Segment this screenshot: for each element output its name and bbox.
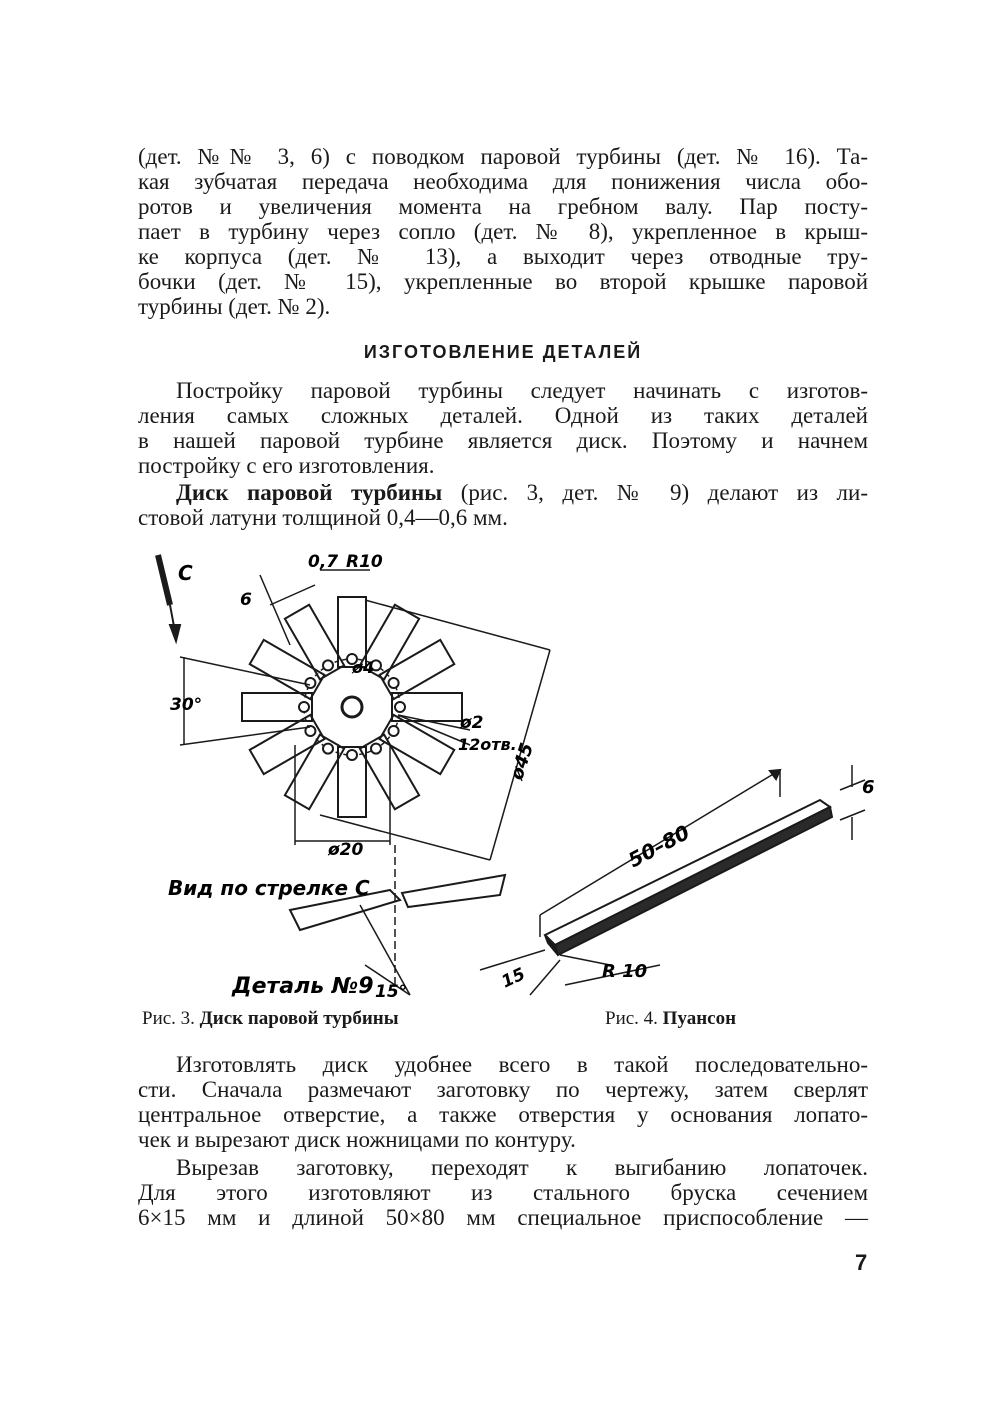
text-line: Вырезав заготовку, переходят к выгибанию лопаточек. (176, 1155, 868, 1180)
label-dim-phi4: ø4 (352, 658, 375, 677)
paragraph-intro (138, 144, 868, 319)
caption-prefix: Рис. 3. (142, 1008, 195, 1029)
view-c-blade (290, 845, 505, 995)
label-arrow-c: С (178, 561, 193, 585)
figure4-caption (605, 1008, 736, 1030)
arrow-c-head (170, 625, 180, 641)
text-line: кая зубчатая передача необходима для понижения числа обо- (138, 169, 868, 194)
text-line: бочки (дет. № 15), укрепленные во второй крышке паровой (138, 269, 868, 294)
paragraph-start (138, 378, 868, 478)
label-dim-phi45: ø45 (506, 740, 538, 783)
text-line: чек и вырезают диск ножницами по контуру. (138, 1127, 576, 1152)
text-line (138, 480, 868, 505)
text-line: постройку с его изготовления. (138, 453, 435, 478)
caption-text: Диск паровой турбины (199, 1008, 399, 1029)
text-line: в нашей паровой турбине является диск. Поэтому и начнем (138, 428, 868, 453)
text-line: Постройку паровой турбины следует начинать с изготов- (176, 378, 868, 403)
label-dim-50-80: 50–80 (624, 820, 694, 873)
text-line: ротов и увеличения момента на гребном валу. Пар посту- (138, 194, 868, 219)
page-number: 7 (855, 1250, 868, 1275)
label-dim-15: 15 (498, 964, 529, 993)
section-heading: ИЗГОТОВЛЕНИЕ ДЕТАЛЕЙ (363, 342, 643, 362)
figure3-caption (142, 1008, 399, 1030)
text-line: 6×15 мм и длиной 50×80 мм специальное приспособление — (138, 1205, 868, 1230)
label-dim-6: 6 (240, 590, 252, 610)
text-line: Для этого изготовляют из стального бруска сечением (138, 1180, 868, 1205)
arrow-c-shaft (158, 555, 170, 605)
text-fragment: (рис. 3, дет. № 9) делают из ли- (442, 480, 868, 505)
figures-drawing (140, 545, 880, 1005)
label-dim-6-fig4: 6 (862, 777, 875, 798)
text-line: центральное отверстие, а также отверстия у основания лопато- (138, 1102, 868, 1127)
text-line: пает в турбину через сопло (дет. № 8), укрепленное в крыш- (138, 219, 868, 244)
caption-text: Пуансон (662, 1008, 737, 1029)
bold-lead: Диск паровой турбины (176, 480, 443, 505)
paragraph-bending (138, 1155, 868, 1230)
figure3-disk-drawing (158, 555, 550, 995)
paragraph-disk (138, 480, 868, 530)
label-dim-phi2: ø2 (460, 713, 484, 733)
label-dim-15deg: 15° (375, 982, 408, 1002)
disk-blades (242, 597, 462, 817)
label-dim-holes: 12отв. (458, 735, 517, 754)
text-line: (дет. №№ 3, 6) с поводком паровой турбины (дет. № 16). Та- (138, 144, 868, 169)
label-part-9: Деталь №9 (232, 974, 374, 999)
text-line: сти. Сначала размечают заготовку по чертежу, затем сверлят (138, 1077, 868, 1102)
label-dim-07: 0,7 (308, 552, 339, 572)
text-line: ке корпуса (дет. № 13), а выходит через отводные тру- (138, 244, 868, 269)
paragraph-procedure (138, 1052, 868, 1152)
figure4-punch-drawing (480, 765, 865, 995)
text-line: турбины (дет. № 2). (138, 294, 331, 319)
caption-prefix: Рис. 4. (605, 1008, 658, 1029)
label-dim-r10: R10 (346, 552, 383, 572)
text-line: стовой латуни толщиной 0,4—0,6 мм. (138, 505, 508, 530)
label-view-c: Вид по стрелке С (168, 876, 370, 900)
label-dim-phi20: ø20 (328, 840, 364, 860)
text-line: Изготовлять диск удобнее всего в такой последовательно- (176, 1052, 868, 1077)
text-line: ления самых сложных деталей. Одной из таких деталей (138, 403, 868, 428)
label-dim-r10-fig4: R 10 (602, 961, 648, 982)
label-dim-30deg: 30° (170, 695, 203, 715)
